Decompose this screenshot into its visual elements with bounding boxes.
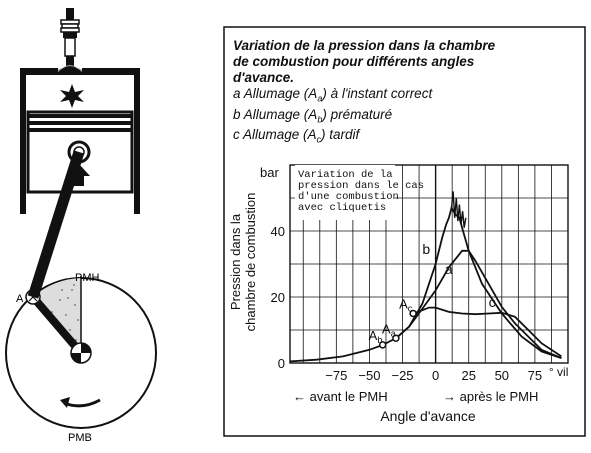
annotation-line: avec cliquetis [298,202,387,214]
annotation-line: d'une combustion [298,191,399,203]
caption-title-1: Variation de la pression dans la chambre [233,38,496,53]
crank-label: A [16,293,24,305]
chart-text [228,165,568,424]
y-tick-label: 40 [270,224,285,239]
y-tick-label: 20 [270,290,285,305]
y-unit-label: bar [260,165,279,180]
curve-label-c: c [488,293,496,310]
y-tick-label: 0 [277,356,285,371]
knock-oscillation [452,191,466,227]
caption-item-b: b Allumage $(A_b)$ prématuré [233,106,393,125]
x-axis-title: Angle d'avance [380,408,476,424]
curve-label-a: a [444,260,453,277]
x-tick-label: −75 [325,368,348,383]
ignition-label-a: $A_a$ [381,321,396,339]
caption-item-c: c Allumage $(A_c)$ tardif [233,127,360,146]
x-tick-label: 25 [461,368,476,383]
annotation-line: pression dans le cas [298,180,425,192]
ignition-label-b: $A_b$ [368,327,383,345]
curve-a [396,251,562,358]
bdc-label: PMB [68,432,92,444]
before-tdc-label: ← avant le PMH [293,389,388,404]
x-tick-label: −50 [358,368,381,383]
x-tick-label: 50 [494,368,510,383]
x-tick-label: 0 [432,368,440,383]
caption-item-a: a Allumage $(A_a)$ à l'instant correct [233,86,433,104]
caption-title-3: d'avance. [233,70,294,85]
x-unit-label: ° vil [548,365,569,379]
annotation-line: Variation de la [298,169,393,181]
after-tdc-label: → après le PMH [443,389,539,404]
x-tick-label: 75 [527,368,543,383]
curve-label-b: b [422,241,431,258]
y-axis-title: Pression dans lachambre de combustion [228,192,258,332]
caption-title-2: de combustion pour différents angles [233,54,475,69]
tdc-label: PMH [75,272,100,284]
x-tick-label: −25 [391,368,414,383]
caption [233,38,583,148]
ignition-label-c: $A_c$ [399,296,413,314]
